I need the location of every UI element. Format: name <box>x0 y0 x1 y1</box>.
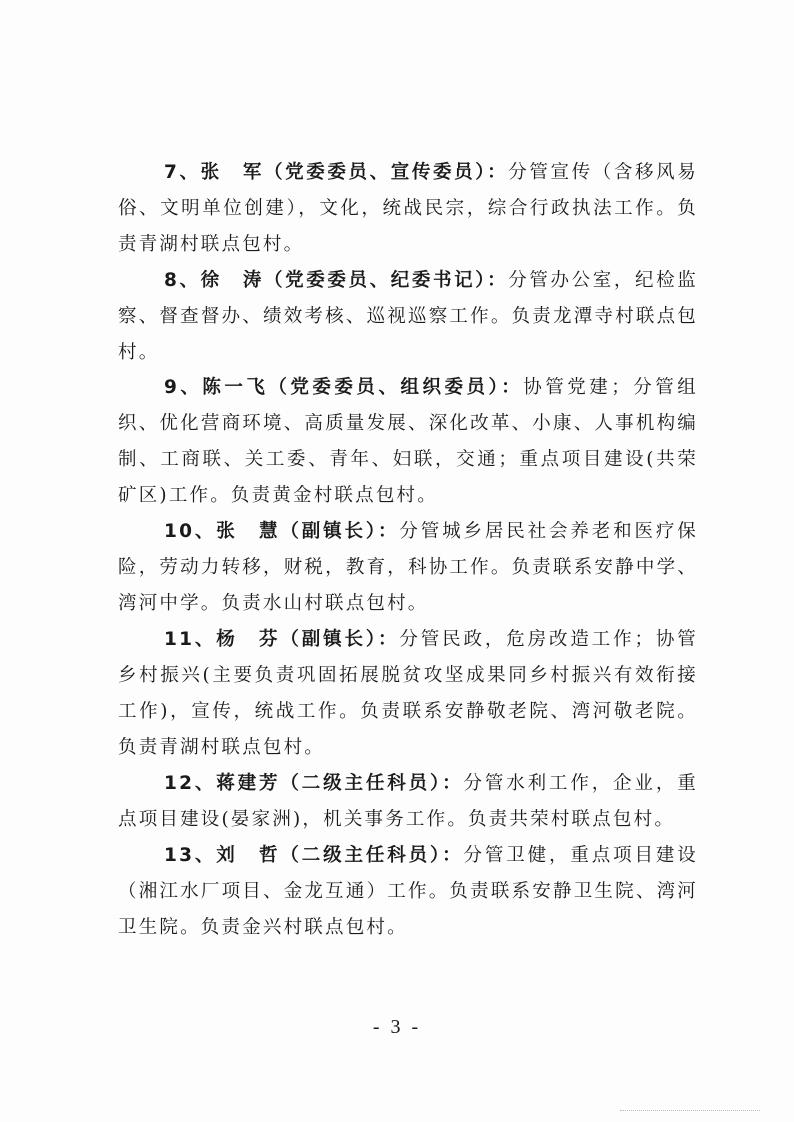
entry-9 <box>118 370 698 514</box>
entry-heading: 11、杨 芬（副镇长）： <box>164 629 400 650</box>
entry-paragraph <box>118 514 698 622</box>
entry-body: 分管办公室，纪检监察、督查督办、绩效考核、巡视巡察工作。负责龙潭寺村联点包村。 <box>118 270 698 363</box>
entry-body: 协管党建；分管组织、优化营商环境、高质量发展、深化改革、小康、人事机构编制、工商联、关工委、青年、妇联，交通；重点项目建设(共荣矿区)工作。负责黄金村联点包村。 <box>118 377 698 506</box>
entry-paragraph <box>118 622 698 766</box>
entry-11 <box>118 622 698 766</box>
entry-7 <box>118 155 698 263</box>
entry-10 <box>118 514 698 622</box>
entry-heading: 10、张 慧（副镇长）： <box>164 521 400 542</box>
entry-body: 分管民政，危房改造工作；协管乡村振兴(主要负责巩固拓展脱贫攻坚成果同乡村振兴有效衔接工作)，宣传，统战工作。负责联系安静敬老院、湾河敬老院。负责青湖村联点包村。 <box>118 629 698 758</box>
page-number: - 3 - <box>372 1016 422 1038</box>
entry-paragraph <box>118 155 698 263</box>
entry-13 <box>118 838 698 946</box>
entry-heading: 9、陈一飞（党委委员、组织委员）： <box>164 377 524 398</box>
entry-8 <box>118 263 698 371</box>
entry-heading: 7、张 军（党委委员、宣传委员）： <box>164 162 509 183</box>
entry-body: 分管水利工作，企业，重点项目建设(晏家洲)，机关事务工作。负责共荣村联点包村。 <box>118 773 699 830</box>
scan-artifact-divider <box>620 1110 760 1112</box>
entry-body: 分管卫健，重点项目建设（湘江水厂项目、金龙互通）工作。负责联系安静卫生院、湾河卫生院。负责金兴村联点包村。 <box>118 845 699 938</box>
entry-heading: 8、徐 涛（党委委员、纪委书记）： <box>164 270 509 291</box>
entry-paragraph <box>118 766 698 838</box>
entry-paragraph <box>118 370 698 514</box>
entry-paragraph <box>118 838 698 946</box>
entry-heading: 13、刘 哲（二级主任科员）： <box>164 845 464 866</box>
entry-12 <box>118 766 698 838</box>
entry-paragraph <box>118 263 698 371</box>
entry-body: 分管城乡居民社会养老和医疗保险，劳动力转移，财税，教育，科协工作。负责联系安静中学、湾河中学。负责水山村联点包村。 <box>118 521 698 614</box>
entry-heading: 12、蒋建芳（二级主任科员）： <box>164 773 464 794</box>
entry-body: 分管宣传（含移风易俗、文明单位创建），文化，统战民宗，综合行政执法工作。负责青湖村联点包村。 <box>118 162 698 255</box>
